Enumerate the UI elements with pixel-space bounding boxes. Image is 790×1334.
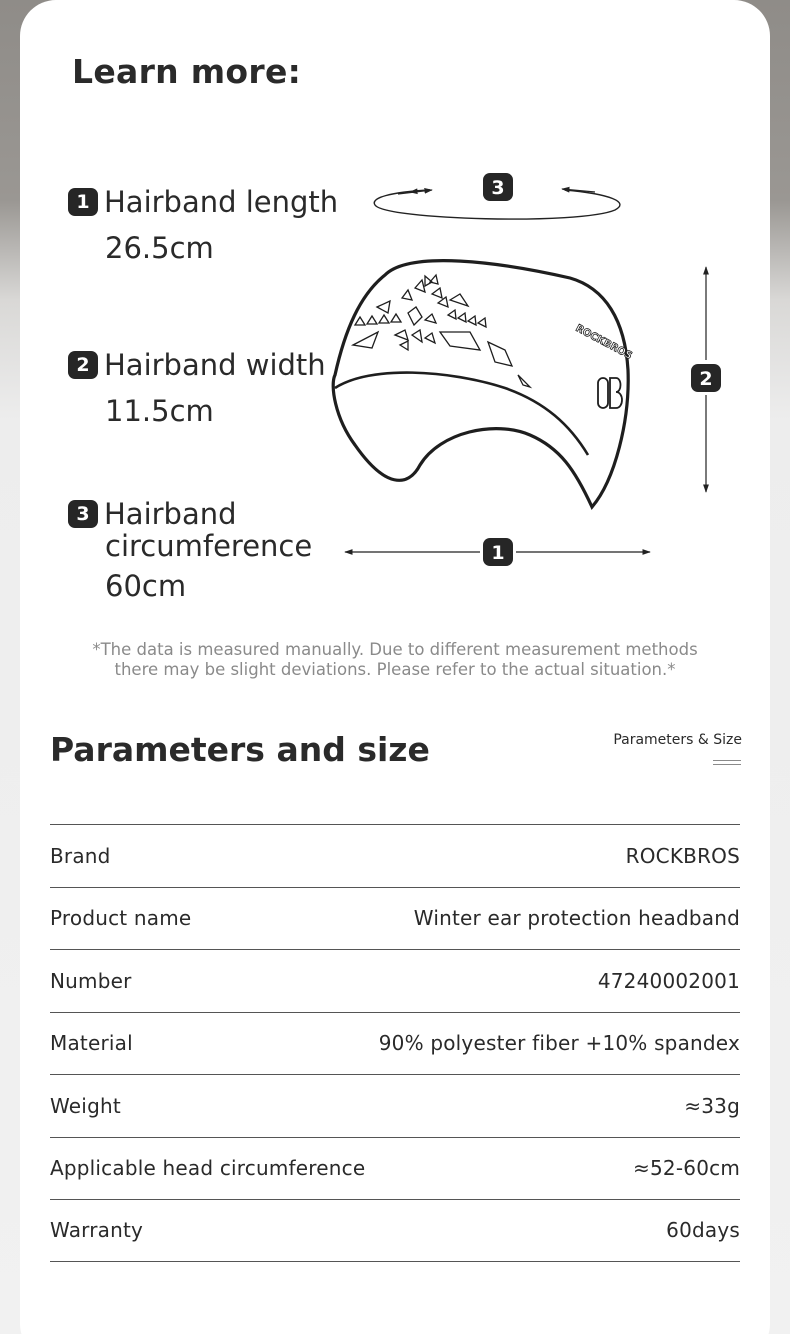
table-row-number [50, 949, 740, 1012]
parameters-title: Parameters and size [50, 730, 430, 769]
spec-width-value: 11.5cm [105, 394, 214, 428]
param-key: Weight [50, 1093, 121, 1118]
param-value: ≈52-60cm [633, 1156, 740, 1181]
table-row-material [50, 1012, 740, 1075]
spec-circumference [68, 498, 312, 602]
table-row-warranty [50, 1199, 740, 1262]
number-badge-1: 1 [68, 188, 98, 216]
number-badge-3: 3 [68, 500, 98, 528]
param-value: ≈33g [684, 1093, 740, 1118]
learn-more-title: Learn more: [72, 52, 302, 91]
param-key: Number [50, 968, 132, 993]
spec-length-value: 26.5cm [105, 231, 214, 265]
length-indicator [345, 538, 650, 566]
spec-circumference-label-line2: circumference [105, 529, 313, 563]
table-row-brand [50, 824, 740, 887]
diagram-marker-2: 2 [699, 368, 713, 390]
param-value: 47240002001 [597, 968, 740, 993]
param-key: Product name [50, 906, 192, 931]
param-key: Brand [50, 843, 111, 868]
spec-width-label: Hairband width [104, 348, 326, 382]
table-row-weight [50, 1074, 740, 1137]
param-value: ROCKBROS [625, 843, 740, 868]
number-badge-2: 2 [68, 351, 98, 379]
table-row-product-name [50, 887, 740, 950]
spec-length [68, 186, 338, 264]
headband-diagram [330, 170, 750, 590]
spec-circumference-label-line1: Hairband [104, 497, 237, 531]
param-key: Material [50, 1031, 133, 1056]
measurement-note-line2: there may be slight deviations. Please refer to the actual situation.* [114, 660, 676, 679]
param-value: 60days [666, 1218, 740, 1243]
spec-circumference-value: 60cm [105, 569, 187, 603]
diagram-marker-3: 3 [491, 177, 505, 199]
parameters-table [50, 824, 740, 1262]
rockbros-logo-text: ROCKBROS [573, 322, 634, 362]
param-key: Applicable head circumference [50, 1156, 366, 1181]
table-row-head-circumference [50, 1137, 740, 1200]
parameters-tag: Parameters & Size [613, 732, 742, 748]
measurement-note [40, 640, 750, 680]
param-key: Warranty [50, 1218, 144, 1243]
spec-width [68, 349, 326, 427]
tag-underline-decoration [713, 760, 741, 768]
measurement-note-line1: *The data is measured manually. Due to different measurement methods [92, 640, 698, 659]
circumference-indicator [374, 173, 620, 219]
param-value: 90% polyester fiber +10% spandex [378, 1031, 740, 1056]
diagram-marker-1: 1 [491, 542, 505, 564]
param-value: Winter ear protection headband [413, 906, 740, 931]
headband-illustration [333, 261, 634, 507]
width-indicator [691, 267, 721, 492]
spec-length-label: Hairband length [104, 185, 339, 219]
